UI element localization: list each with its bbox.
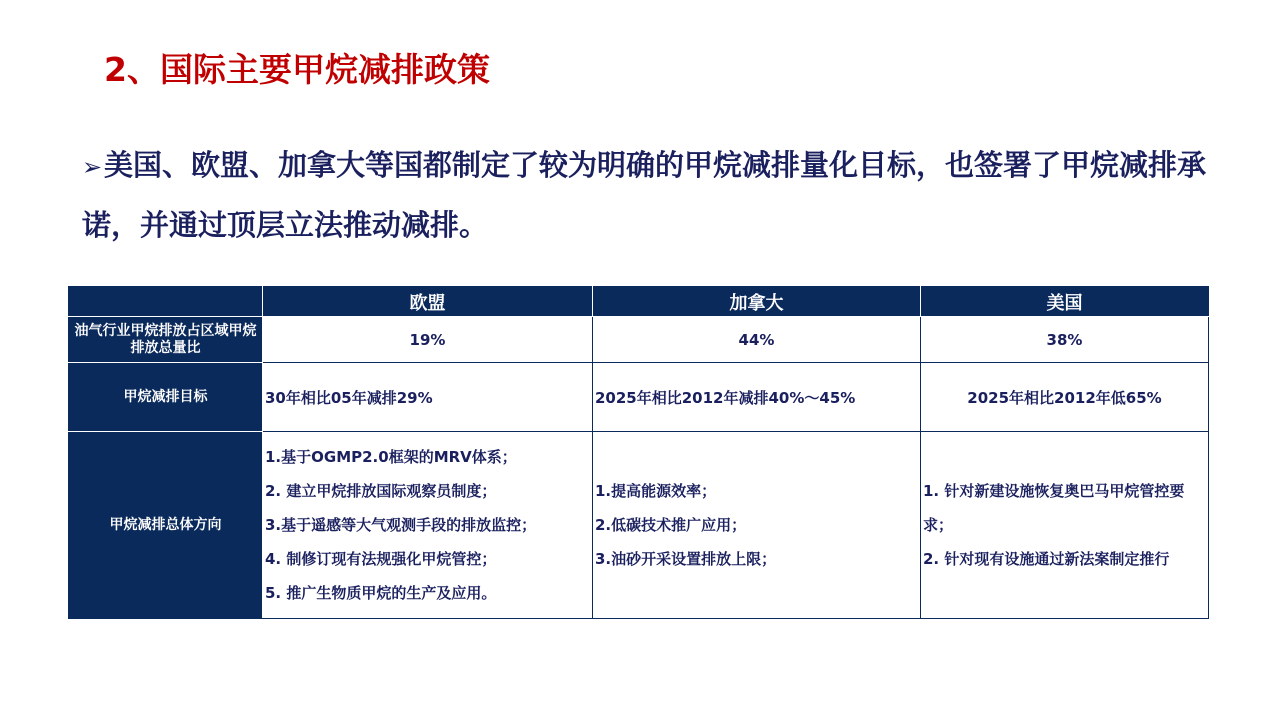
cell-direction-eu	[263, 432, 593, 619]
direction-list-canada	[595, 474, 920, 576]
policy-table	[68, 286, 1209, 619]
header-canada: 加拿大	[593, 287, 921, 317]
cell-target-usa: 2025年相比2012年低65%	[921, 363, 1209, 432]
direction-list-usa	[923, 474, 1208, 576]
row-label-share: 油气行业甲烷排放占区域甲烷排放总量比	[69, 317, 263, 363]
cell-share-eu: 19%	[263, 317, 593, 363]
table-row-direction	[69, 432, 1209, 619]
cell-direction-usa	[921, 432, 1209, 619]
list-item: 1. 针对新建设施恢复奥巴马甲烷管控要求；	[923, 482, 1185, 534]
header-eu: 欧盟	[263, 287, 593, 317]
cell-share-usa: 38%	[921, 317, 1209, 363]
header-corner	[69, 287, 263, 317]
list-item: 2. 建立甲烷排放国际观察员制度；	[265, 482, 497, 500]
list-item: 4. 制修订现有法规强化甲烷管控；	[265, 550, 497, 568]
bullet-text: 美国、欧盟、加拿大等国都制定了较为明确的甲烷减排量化目标，也签署了甲烷减排承诺，并通过顶层立法推动减排。	[82, 148, 1207, 242]
table-row-share	[69, 317, 1209, 363]
list-item: 3.油砂开采设置排放上限；	[595, 550, 777, 568]
bullet-point	[82, 136, 1212, 254]
table-header-row	[69, 287, 1209, 317]
list-item: 2. 针对现有设施通过新法案制定推行	[923, 550, 1170, 568]
row-label-target: 甲烷减排目标	[69, 363, 263, 432]
row-label-direction: 甲烷减排总体方向	[69, 432, 263, 619]
list-item: 1.提高能源效率；	[595, 482, 717, 500]
direction-list-eu	[265, 440, 592, 610]
list-item: 5. 推广生物质甲烷的生产及应用。	[265, 584, 497, 602]
arrow-bullet-icon: ➢	[82, 153, 103, 181]
cell-direction-canada	[593, 432, 921, 619]
list-item: 1.基于OGMP2.0框架的MRV体系；	[265, 448, 517, 466]
table-row-target	[69, 363, 1209, 432]
list-item: 3.基于遥感等大气观测手段的排放监控；	[265, 516, 537, 534]
list-item: 2.低碳技术推广应用；	[595, 516, 747, 534]
slide-title: 2、国际主要甲烷减排政策	[104, 50, 490, 89]
cell-share-canada: 44%	[593, 317, 921, 363]
cell-target-eu: 30年相比05年减排29%	[263, 363, 593, 432]
cell-target-canada: 2025年相比2012年减排40%～45%	[593, 363, 921, 432]
header-usa: 美国	[921, 287, 1209, 317]
